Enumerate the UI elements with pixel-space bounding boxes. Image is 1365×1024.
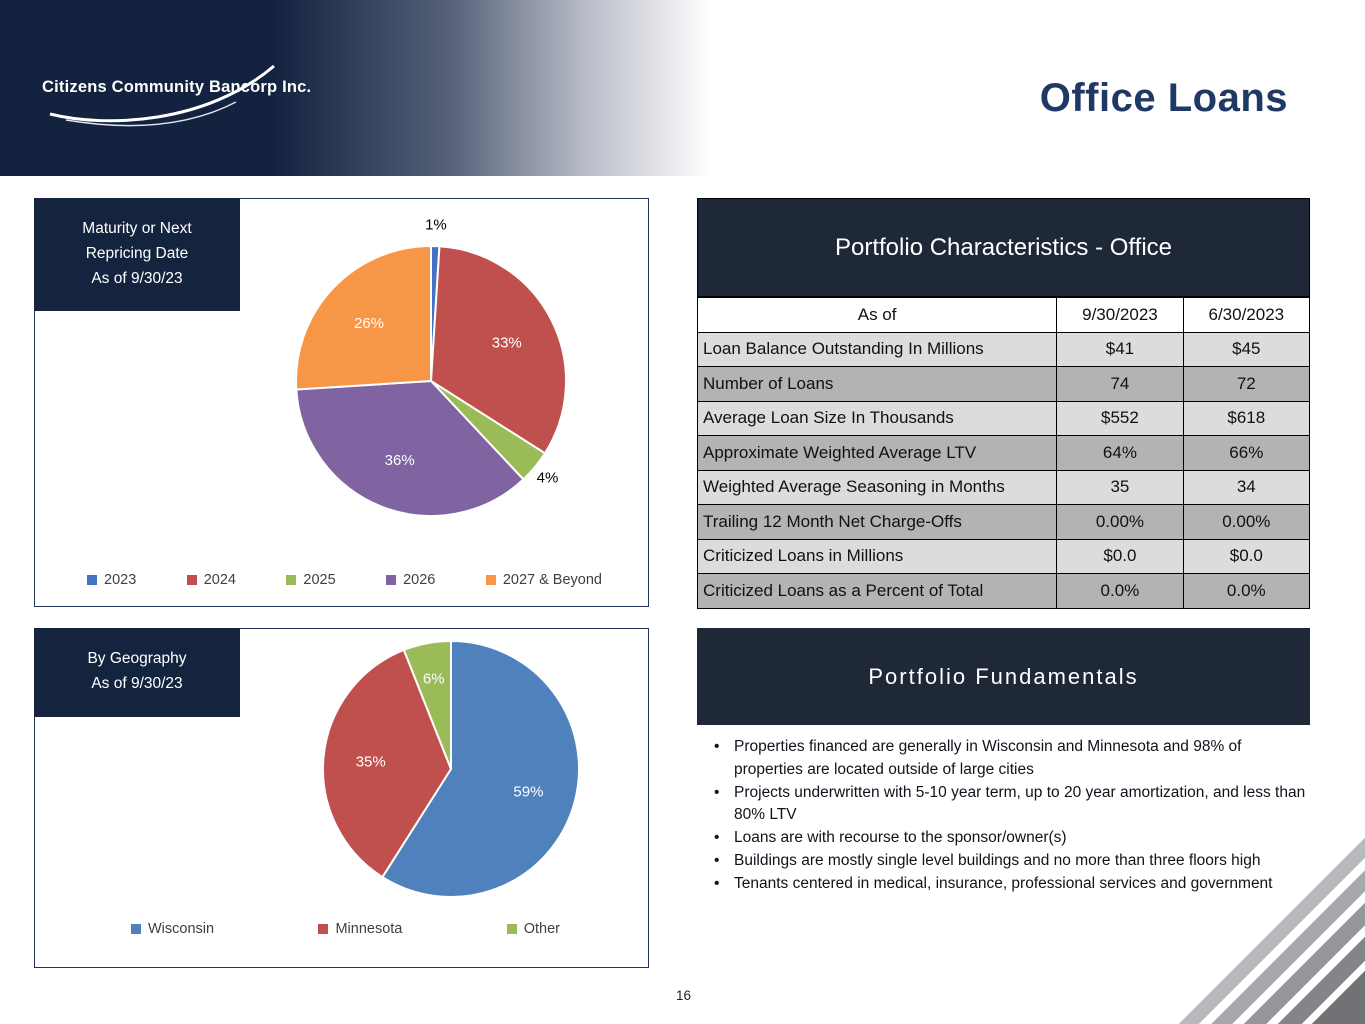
table-row [698, 470, 1310, 505]
legend-swatch-icon [286, 575, 296, 585]
table-cell-value: 74 [1057, 367, 1183, 402]
maturity-pie-chart [261, 211, 601, 551]
table-row [698, 539, 1310, 574]
geography-label-line-1: By Geography [87, 650, 187, 667]
table-column-header: 9/30/2023 [1057, 298, 1183, 333]
fundamentals-title: Portfolio Fundamentals [868, 663, 1139, 689]
table-cell-value: 0.0% [1183, 574, 1309, 609]
table-cell-value: 0.00% [1183, 505, 1309, 540]
legend-item-2024 [187, 572, 236, 588]
logo-text: Citizens Community Bancorp Inc. [42, 78, 312, 96]
table-row-label: Weighted Average Seasoning in Months [698, 470, 1057, 505]
legend-item-2025 [286, 572, 335, 588]
bullet-item: • Buildings are mostly single level buildings and no more than three floors high [706, 850, 1306, 873]
pie-value-label: 4% [536, 469, 559, 487]
fundamentals-header [697, 628, 1310, 725]
table-row [698, 574, 1310, 609]
legend-swatch-icon [318, 924, 328, 934]
maturity-panel [34, 198, 649, 607]
maturity-label-line-3: As of 9/30/23 [91, 269, 183, 287]
legend-label: 2024 [203, 572, 236, 588]
bullet-item: • Projects underwritten with 5-10 year term, up to 20 year amortization, and less than 80% LTV [706, 782, 1306, 828]
legend-item-wisconsin [131, 921, 214, 937]
geography-panel [34, 628, 649, 968]
company-logo [36, 58, 312, 132]
pie-value-label: 1% [425, 216, 447, 234]
table-cell-value: 64% [1057, 436, 1183, 471]
maturity-legend [87, 572, 602, 588]
table-row-label: Approximate Weighted Average LTV [698, 436, 1057, 471]
page-number: 16 [676, 988, 692, 1003]
pie-value-label: 33% [491, 334, 522, 352]
table-cell-value: 35 [1057, 470, 1183, 505]
legend-swatch-icon [486, 575, 496, 585]
table-row [698, 436, 1310, 471]
legend-swatch-icon [131, 924, 141, 934]
page-title: Office Loans [1039, 76, 1288, 120]
pie-value-label: 26% [353, 314, 385, 332]
characteristics-header [697, 198, 1310, 297]
table-row-label: Number of Loans [698, 367, 1057, 402]
legend-item-other [507, 921, 560, 937]
table-cell-value: $41 [1057, 332, 1183, 367]
table-column-header: As of [698, 298, 1057, 333]
legend-item-minnesota [318, 921, 402, 937]
table-row [698, 505, 1310, 540]
table-row-label: Loan Balance Outstanding In Millions [698, 332, 1057, 367]
characteristics-table-header-row [698, 298, 1310, 333]
bullet-item: • Properties financed are generally in Wisconsin and Minnesota and 98% of properties are located outside of large cities [706, 736, 1306, 782]
table-cell-value: $552 [1057, 401, 1183, 436]
legend-label: Wisconsin [148, 921, 215, 937]
table-cell-value: $45 [1183, 332, 1309, 367]
legend-swatch-icon [87, 575, 97, 585]
bullet-item: • Tenants centered in medical, insurance, professional services and government [706, 873, 1306, 896]
table-cell-value: 34 [1183, 470, 1309, 505]
table-cell-value: 0.0% [1057, 574, 1183, 609]
characteristics-table [697, 297, 1310, 609]
fundamentals-list [706, 736, 1306, 895]
maturity-label-line-1: Maturity or Next [82, 220, 192, 237]
table-cell-value: 0.00% [1057, 505, 1183, 540]
legend-item-2026 [386, 572, 435, 588]
table-cell-value: 72 [1183, 367, 1309, 402]
maturity-label-line-2: Repricing Date [85, 244, 189, 262]
geography-label-line-2: As of 9/30/23 [91, 674, 183, 692]
pie-value-label: 36% [384, 452, 415, 470]
bullet-item: • Loans are with recourse to the sponsor/owner(s) [706, 827, 1306, 850]
pie-value-label: 35% [355, 753, 386, 771]
legend-label: 2023 [104, 572, 137, 588]
table-cell-value: $0.0 [1057, 539, 1183, 574]
legend-label: 2025 [303, 572, 336, 588]
table-row-label: Criticized Loans as a Percent of Total [698, 574, 1057, 609]
table-cell-value: $0.0 [1183, 539, 1309, 574]
table-row-label: Trailing 12 Month Net Charge-Offs [698, 505, 1057, 540]
table-row [698, 367, 1310, 402]
pie-value-label: 6% [422, 670, 445, 688]
pie-value-label: 59% [513, 783, 544, 801]
table-row [698, 401, 1310, 436]
header-banner [0, 0, 1365, 176]
legend-item-2023 [87, 572, 136, 588]
table-row-label: Average Loan Size In Thousands [698, 401, 1057, 436]
legend-label: 2027 & Beyond [502, 572, 602, 588]
geography-pie-chart [311, 629, 591, 909]
legend-swatch-icon [187, 575, 197, 585]
legend-item-2027-beyond [486, 572, 602, 588]
legend-label: Minnesota [335, 921, 403, 937]
legend-swatch-icon [386, 575, 396, 585]
table-row [698, 332, 1310, 367]
table-column-header: 6/30/2023 [1183, 298, 1309, 333]
geography-panel-label [34, 628, 240, 717]
characteristics-table-body [698, 298, 1310, 609]
legend-label: 2026 [403, 572, 436, 588]
table-cell-value: $618 [1183, 401, 1309, 436]
legend-label: Other [523, 921, 560, 937]
characteristics-title: Portfolio Characteristics - Office [835, 233, 1172, 261]
table-row-label: Criticized Loans in Millions [698, 539, 1057, 574]
geography-legend [131, 921, 560, 937]
maturity-panel-label [34, 198, 240, 311]
legend-swatch-icon [507, 924, 517, 934]
table-cell-value: 66% [1183, 436, 1309, 471]
